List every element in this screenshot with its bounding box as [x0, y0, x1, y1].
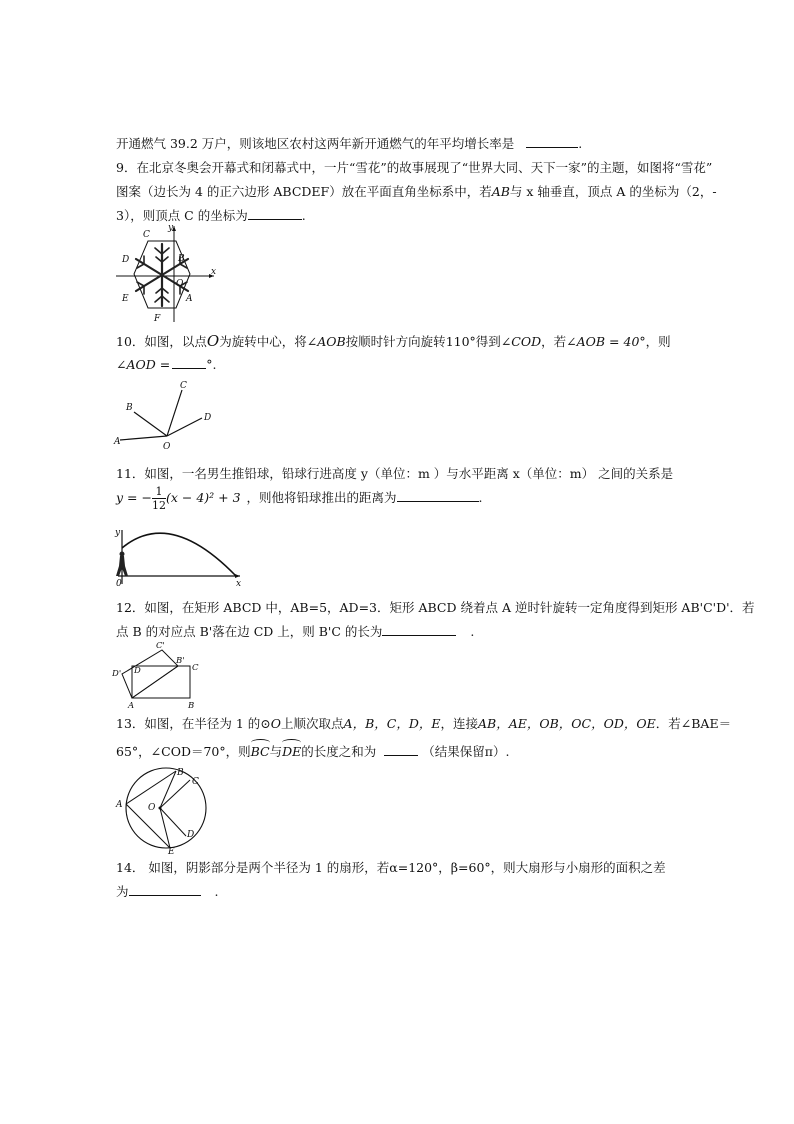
q11-line1: 11．如图，一名男生推铅球，铅球行进高度 y（单位：m ）与水平距离 x（单位：m） 之间的关系是	[116, 466, 674, 481]
q9-ab: AB	[491, 184, 510, 199]
q13-label-d: D	[187, 830, 195, 840]
q12-line2-a: 点 B 的对应点 B'落在边 CD 上，则 B'C 的长为	[116, 624, 383, 639]
q10-angle-figure	[112, 378, 222, 450]
q10-label-o: O	[163, 442, 171, 450]
q9-period: .	[301, 208, 306, 223]
q11-label-y: y	[115, 528, 121, 538]
q13-label-o: O	[148, 803, 156, 813]
q11-line2	[116, 485, 483, 512]
q10-d: 得到	[475, 334, 501, 349]
q13-points: A，B，C，D，E	[343, 716, 441, 731]
q14-line1: 14． 如图，阴影部分是两个半径为 1 的扇形，若α=120°，β=60°，则大扇形与小扇形的面积之差	[116, 860, 666, 875]
q10-cond: ∠AOB = 40°	[566, 334, 646, 349]
q13-line2-b: 与	[269, 744, 283, 759]
q10-cod: ∠COD	[500, 334, 542, 349]
q10-label-b: B	[126, 403, 133, 413]
q13-a: 13．如图，在半径为 1 的⊙	[116, 716, 271, 731]
q8-answer-blank[interactable]	[526, 135, 578, 148]
q10-line1	[116, 332, 671, 350]
q10-aob: ∠AOB	[306, 334, 346, 349]
q11-line2-b: ，则他将铅球推出的距离为	[246, 490, 397, 505]
q12-label-c-prime: C'	[156, 641, 165, 651]
q12-label-d: D	[134, 666, 141, 676]
q9-answer-blank[interactable]	[248, 207, 302, 220]
q12-label-a: A	[128, 701, 135, 710]
q9-label-c: C	[143, 230, 150, 240]
q10-label-c: C	[180, 381, 187, 391]
q9-label-e: E	[122, 294, 129, 304]
q13-segs: AB，AE，OB，OC，OD，OE	[478, 716, 656, 731]
q10-line2	[116, 356, 216, 372]
q11-period: .	[478, 490, 483, 505]
q13-b: 上顺次取点	[281, 716, 344, 731]
q10-answer-blank[interactable]	[172, 356, 206, 369]
q13-circle-figure	[110, 764, 216, 854]
q10-o: O	[206, 332, 220, 350]
q9-line2-c: 与 x 轴垂直，顶点 A 的坐标为（2，-	[509, 184, 717, 199]
q12-rectangle-figure	[112, 640, 208, 710]
q11-label-o: 0	[116, 579, 122, 588]
q14-line2	[116, 882, 219, 900]
q13-line2-d: （结果保留π）.	[422, 744, 510, 759]
q10-a: 10．如图，以点	[116, 334, 207, 349]
q12-line1: 12．如图，在矩形 ABCD 中，AB=5，AD=3．矩形 ABCD 绕着点 A 逆时针旋转一定角度得到矩形 AB'C'D'．若	[116, 600, 755, 615]
q13-line2-a: 65°，∠COD＝70°，则	[116, 744, 251, 759]
q10-b: 为旋转中心，将	[219, 334, 307, 349]
q11-shot-put-figure	[112, 526, 248, 588]
q11-parabola	[122, 533, 236, 576]
q10-e: ，若	[541, 334, 567, 349]
q13-o: O	[270, 716, 282, 731]
q10-c: 按顺时针方向旋转	[345, 334, 446, 349]
q12-label-b: B	[188, 701, 195, 710]
q9-label-f: F	[154, 314, 161, 324]
q14-line2-a: 为	[116, 884, 129, 899]
q13-line2	[116, 742, 510, 760]
q9-label-a: A	[186, 294, 193, 304]
q12-period: .	[470, 624, 475, 639]
q10-f: ，则	[645, 334, 671, 349]
q14-period: .	[214, 884, 219, 899]
q11-label-x: x	[236, 579, 242, 588]
q9-label-x: x	[211, 267, 217, 277]
q10-label-a: A	[114, 437, 121, 447]
q8-tail-text: 开通燃气 39.2 万户，则该地区农村这两年新开通燃气的年平均增长率是	[116, 136, 515, 151]
q13-label-b: B	[177, 768, 184, 778]
q9-line3-a: 3），则顶点 C 的坐标为	[116, 208, 248, 223]
q10-label-d: D	[204, 413, 212, 423]
q12-line2	[116, 622, 474, 640]
q9-label-d: D	[122, 255, 130, 265]
q13-label-c: C	[192, 777, 199, 787]
q13-arc-bc: BC	[250, 744, 270, 759]
q13-label-a: A	[116, 800, 123, 810]
q13-c: ，连接	[440, 716, 478, 731]
q10-deg: 110°	[445, 334, 476, 349]
q11-eq-lhs: y = −	[116, 490, 152, 505]
q14-answer-blank[interactable]	[129, 883, 201, 896]
q9-label-o: O	[176, 279, 184, 289]
q11-frac-num: 1	[152, 485, 166, 499]
q10-degree-mark: °.	[206, 357, 217, 372]
q12-label-c: C	[192, 663, 199, 673]
q13-d: ．若∠BAE＝	[655, 716, 732, 731]
q8-period: .	[578, 136, 583, 151]
q13-line1	[116, 714, 731, 732]
q12-label-b-prime: B'	[176, 656, 185, 666]
q13-line2-c: 的长度之和为	[301, 744, 377, 759]
q13-label-e: E	[168, 847, 175, 854]
q9-label-b: B	[178, 254, 185, 264]
q11-frac-den: 12	[151, 499, 166, 512]
q13-arc-de: DE	[282, 744, 302, 759]
q9-label-y: y	[168, 223, 174, 233]
q11-answer-blank[interactable]	[397, 489, 479, 502]
q9-snowflake-figure	[112, 222, 222, 326]
q11-eq-rhs: (x − 4)² + 3	[165, 490, 241, 505]
q11-fraction	[152, 485, 166, 512]
q13-answer-blank[interactable]	[384, 743, 418, 756]
q12-answer-blank[interactable]	[382, 623, 456, 636]
q10-aod: ∠AOD =	[116, 357, 171, 372]
q9-line1: 9．在北京冬奥会开幕式和闭幕式中，一片“雪花”的故事展现了“世界大同、天下一家”的主题，如图将“雪花”	[116, 160, 713, 175]
q9-line2-a: 图案（边长为 4 的正六边形 ABCDEF）放在平面直角坐标系中，若	[116, 184, 492, 199]
q8-tail-line	[116, 134, 582, 152]
q9-line2	[116, 182, 717, 200]
q12-label-d-prime: D'	[112, 669, 122, 679]
